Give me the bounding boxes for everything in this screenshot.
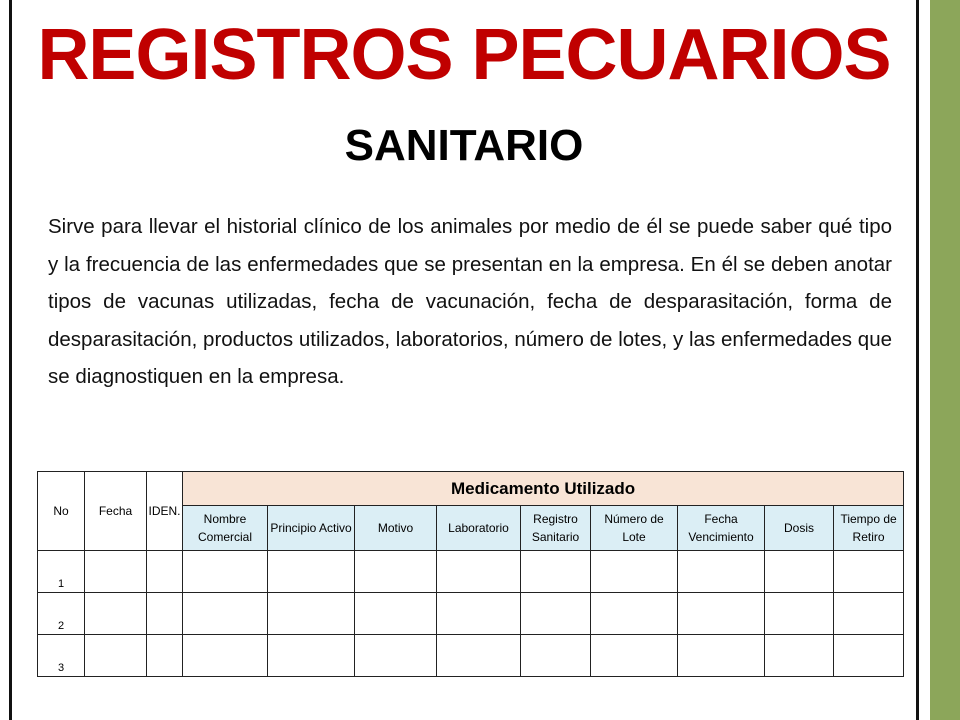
table-cell xyxy=(268,635,355,677)
table-cell xyxy=(355,635,437,677)
row-number: 3 xyxy=(38,635,85,677)
table-cell xyxy=(85,635,147,677)
header-fecha: Fecha xyxy=(85,472,147,551)
table-cell xyxy=(591,551,678,593)
header-laboratorio: Laboratorio xyxy=(437,506,521,551)
header-iden: IDEN. xyxy=(147,472,183,551)
page-title: REGISTROS PECUARIOS xyxy=(37,15,891,95)
left-border-line xyxy=(9,0,12,720)
right-border-line xyxy=(916,0,919,720)
header-tiempo-de-retiro: Tiempo de Retiro xyxy=(834,506,904,551)
header-medicamento-utilizado: Medicamento Utilizado xyxy=(183,472,904,506)
table-cell xyxy=(521,593,591,635)
table-cell xyxy=(437,593,521,635)
table-cell xyxy=(147,593,183,635)
description-paragraph: Sirve para llevar el historial clínico de los animales por medio de él se puede saber qué tipo y la frecuencia de las enfermedades que se presentan en la empresa. En él se deben anotar tipos de vacunas utilizadas, fecha de vacunación, fecha de desparasitación, forma de desparasitación, productos utilizados, laboratorios, número de lotes, y las enfermedades que se diagnostiquen en la empresa. xyxy=(48,215,892,388)
table-cell xyxy=(678,635,765,677)
table-cell xyxy=(437,635,521,677)
header-dosis: Dosis xyxy=(765,506,834,551)
table-cell xyxy=(765,593,834,635)
header-numero-de-lote: Número de Lote xyxy=(591,506,678,551)
header-principio-activo: Principio Activo xyxy=(268,506,355,551)
table-cell xyxy=(85,551,147,593)
table-cell xyxy=(834,593,904,635)
table-cell xyxy=(678,593,765,635)
header-registro-sanitario: Registro Sanitario xyxy=(521,506,591,551)
sanitary-record-table xyxy=(37,471,904,677)
table-cell xyxy=(521,635,591,677)
table-cell xyxy=(268,551,355,593)
table-cell xyxy=(678,551,765,593)
table-cell xyxy=(183,551,268,593)
table-cell xyxy=(765,635,834,677)
table-cell xyxy=(183,593,268,635)
header-motivo: Motivo xyxy=(355,506,437,551)
table-cell xyxy=(591,593,678,635)
table-row xyxy=(38,635,904,677)
header-nombre-comercial: Nombre Comercial xyxy=(183,506,268,551)
table-cell xyxy=(355,551,437,593)
table-cell xyxy=(268,593,355,635)
table-cell xyxy=(355,593,437,635)
table-cell xyxy=(147,635,183,677)
header-fecha-vencimiento: Fecha Vencimiento xyxy=(678,506,765,551)
table-cell xyxy=(183,635,268,677)
row-number: 2 xyxy=(38,593,85,635)
table-cell xyxy=(834,551,904,593)
table-row xyxy=(38,551,904,593)
table-cell xyxy=(147,551,183,593)
table-cell xyxy=(834,635,904,677)
table-cell xyxy=(591,635,678,677)
accent-band xyxy=(930,0,960,720)
table-cell xyxy=(437,551,521,593)
row-number: 1 xyxy=(38,551,85,593)
table-cell xyxy=(85,593,147,635)
table-cell xyxy=(521,551,591,593)
table-cell xyxy=(765,551,834,593)
header-no: No xyxy=(38,472,85,551)
table-row xyxy=(38,593,904,635)
page-subtitle: SANITARIO xyxy=(344,121,584,170)
